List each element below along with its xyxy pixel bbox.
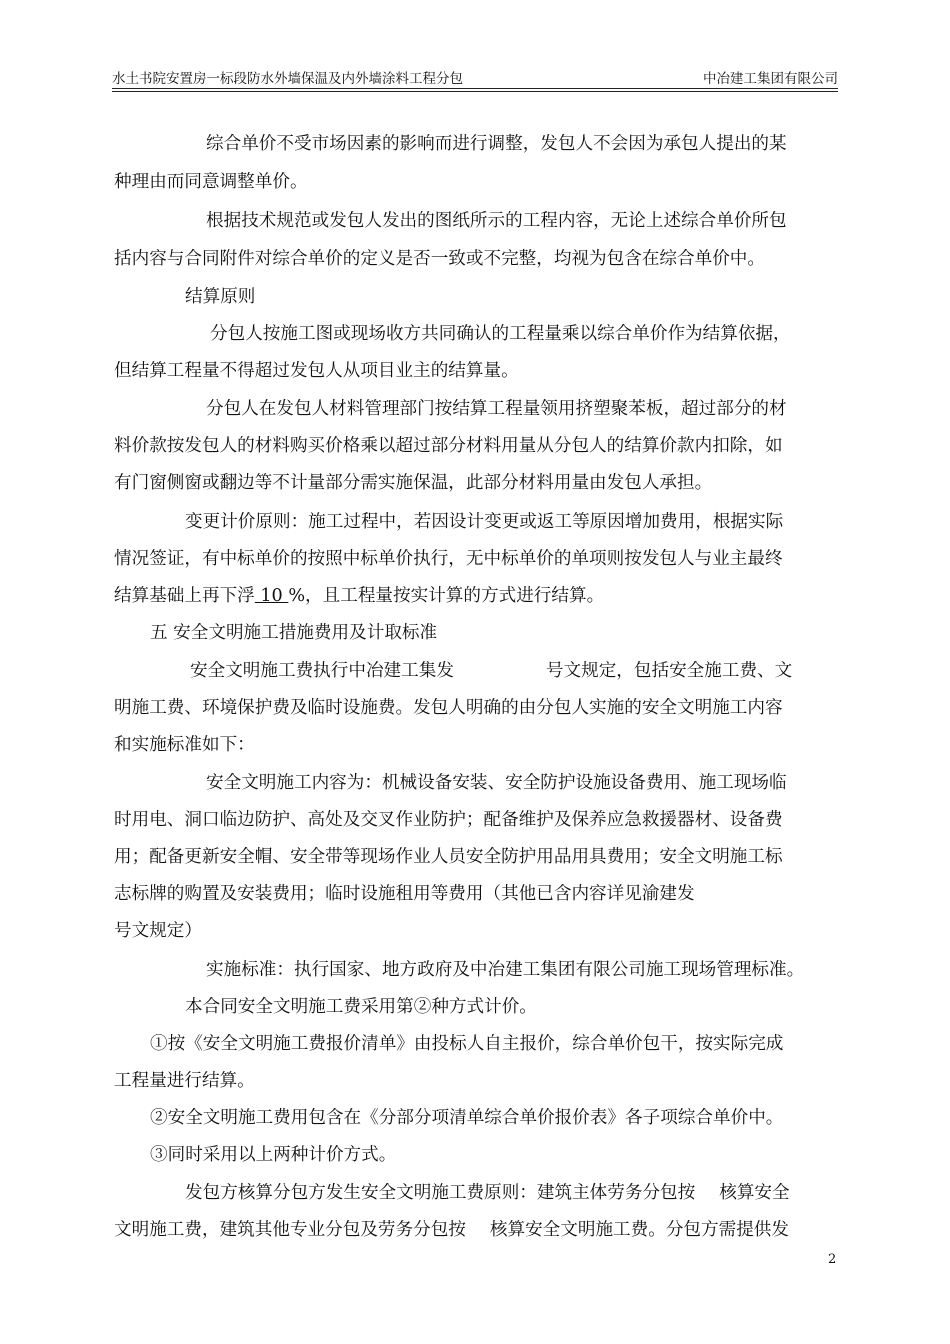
text-line: 情况签证，有中标单价的按照中标单价执行，无中标单价的单项则按发包人与业主最终 <box>114 549 783 569</box>
header-company-name: 中冶建工集团有限公司 <box>703 71 838 87</box>
section-heading: 结算原则 <box>185 287 256 307</box>
list-item: ③同时采用以上两种计价方式。 <box>150 1145 397 1165</box>
text-line: 变更计价原则：施工过程中，若因设计变更或返工等原因增加费用，根据实际 <box>185 512 784 532</box>
text-line: 根据技术规范或发包人发出的图纸所示的工程内容，无论上述综合单价所包 <box>206 211 787 231</box>
text-line: 有门窗侧窗或翻边等不计量部分需实施保温，此部分材料用量由发包人承担。 <box>114 473 713 493</box>
text-line: 料价款按发包人的材料购买价格乘以超过部分材料用量从分包人的结算价款内扣除，如 <box>114 436 783 456</box>
text-line: 时用电、洞口临边防护、高处及交叉作业防护；配备维护及保养应急救援器材、设备费 <box>114 810 783 830</box>
text-segment: 文明施工费，建筑其他专业分包及劳务分包按 <box>114 1220 466 1240</box>
text-line <box>114 584 604 608</box>
text-segment: %，且工程量按实计算的方式进行结算。 <box>288 586 605 606</box>
page-number: 2 <box>828 1252 837 1267</box>
text-line: 工程量进行结算。 <box>114 1071 255 1091</box>
text-line: 用；配备更新安全帽、安全带等现场作业人员安全防护用品用具费用；安全文明施工标 <box>114 847 783 867</box>
text-segment: 结算基础上再下浮 <box>114 586 255 606</box>
text-line: 安全文明施工内容为：机械设备安装、安全防护设施设备费用、施工现场临 <box>206 773 787 793</box>
list-item: ①按《安全文明施工费报价清单》由投标人自主报价，综合单价包干，按实际完成 <box>150 1034 784 1054</box>
text-line <box>190 659 792 683</box>
text-line: 实施标准：执行国家、地方政府及中冶建工集团有限公司施工现场管理标准。 <box>206 960 805 980</box>
text-line <box>185 1181 790 1205</box>
list-item: ②安全文明施工费用包含在《分部分项清单综合单价报价表》各子项综合单价中。 <box>150 1108 784 1128</box>
text-line: 和实施标准如下： <box>114 735 255 755</box>
page-header <box>112 70 838 89</box>
text-line: 综合单价不受市场因素的影响而进行调整，发包人不会因为承包人提出的某 <box>206 134 787 154</box>
text-segment: 发包方核算分包方发生安全文明施工费原则：建筑主体劳务分包按 <box>185 1183 696 1203</box>
float-rate-value: 10 <box>254 586 289 606</box>
text-segment: 核算安全 <box>719 1183 790 1203</box>
header-project-title: 水土书院安置房一标段防水外墙保温及内外墙涂料工程分包 <box>112 71 463 87</box>
text-line: 分包人按施工图或现场收方共同确认的工程量乘以综合单价作为结算依据， <box>210 324 791 344</box>
text-line: 分包人在发包人材料管理部门按结算工程量领用挤塑聚苯板，超过部分的材 <box>206 399 787 419</box>
text-line: 号文规定） <box>114 921 202 941</box>
text-line: 志标牌的购置及安装费用；临时设施租用等费用（其他已含内容详见渝建发 <box>114 884 695 904</box>
text-line: 种理由而同意调整单价。 <box>114 172 308 192</box>
header-rule <box>112 91 838 92</box>
text-segment: 号文规定，包括安全施工费、文 <box>545 661 793 681</box>
section-heading: 五 安全文明施工措施费用及计取标准 <box>150 623 438 643</box>
text-line <box>114 1218 789 1242</box>
text-line: 明施工费、环境保护费及临时设施费。发包人明确的由分包人实施的安全文明施工内容 <box>114 698 783 718</box>
text-segment: 安全文明施工费执行中冶建工集发 <box>190 661 454 681</box>
text-line: 但结算工程量不得超过发包人从项目业主的结算量。 <box>114 361 519 381</box>
text-line: 括内容与合同附件对综合单价的定义是否一致或不完整，均视为包含在综合单价中。 <box>114 249 765 269</box>
text-line: 本合同安全文明施工费采用第②种方式计价。 <box>185 997 537 1017</box>
text-segment: 核算安全文明施工费。分包方需提供发 <box>489 1220 789 1240</box>
